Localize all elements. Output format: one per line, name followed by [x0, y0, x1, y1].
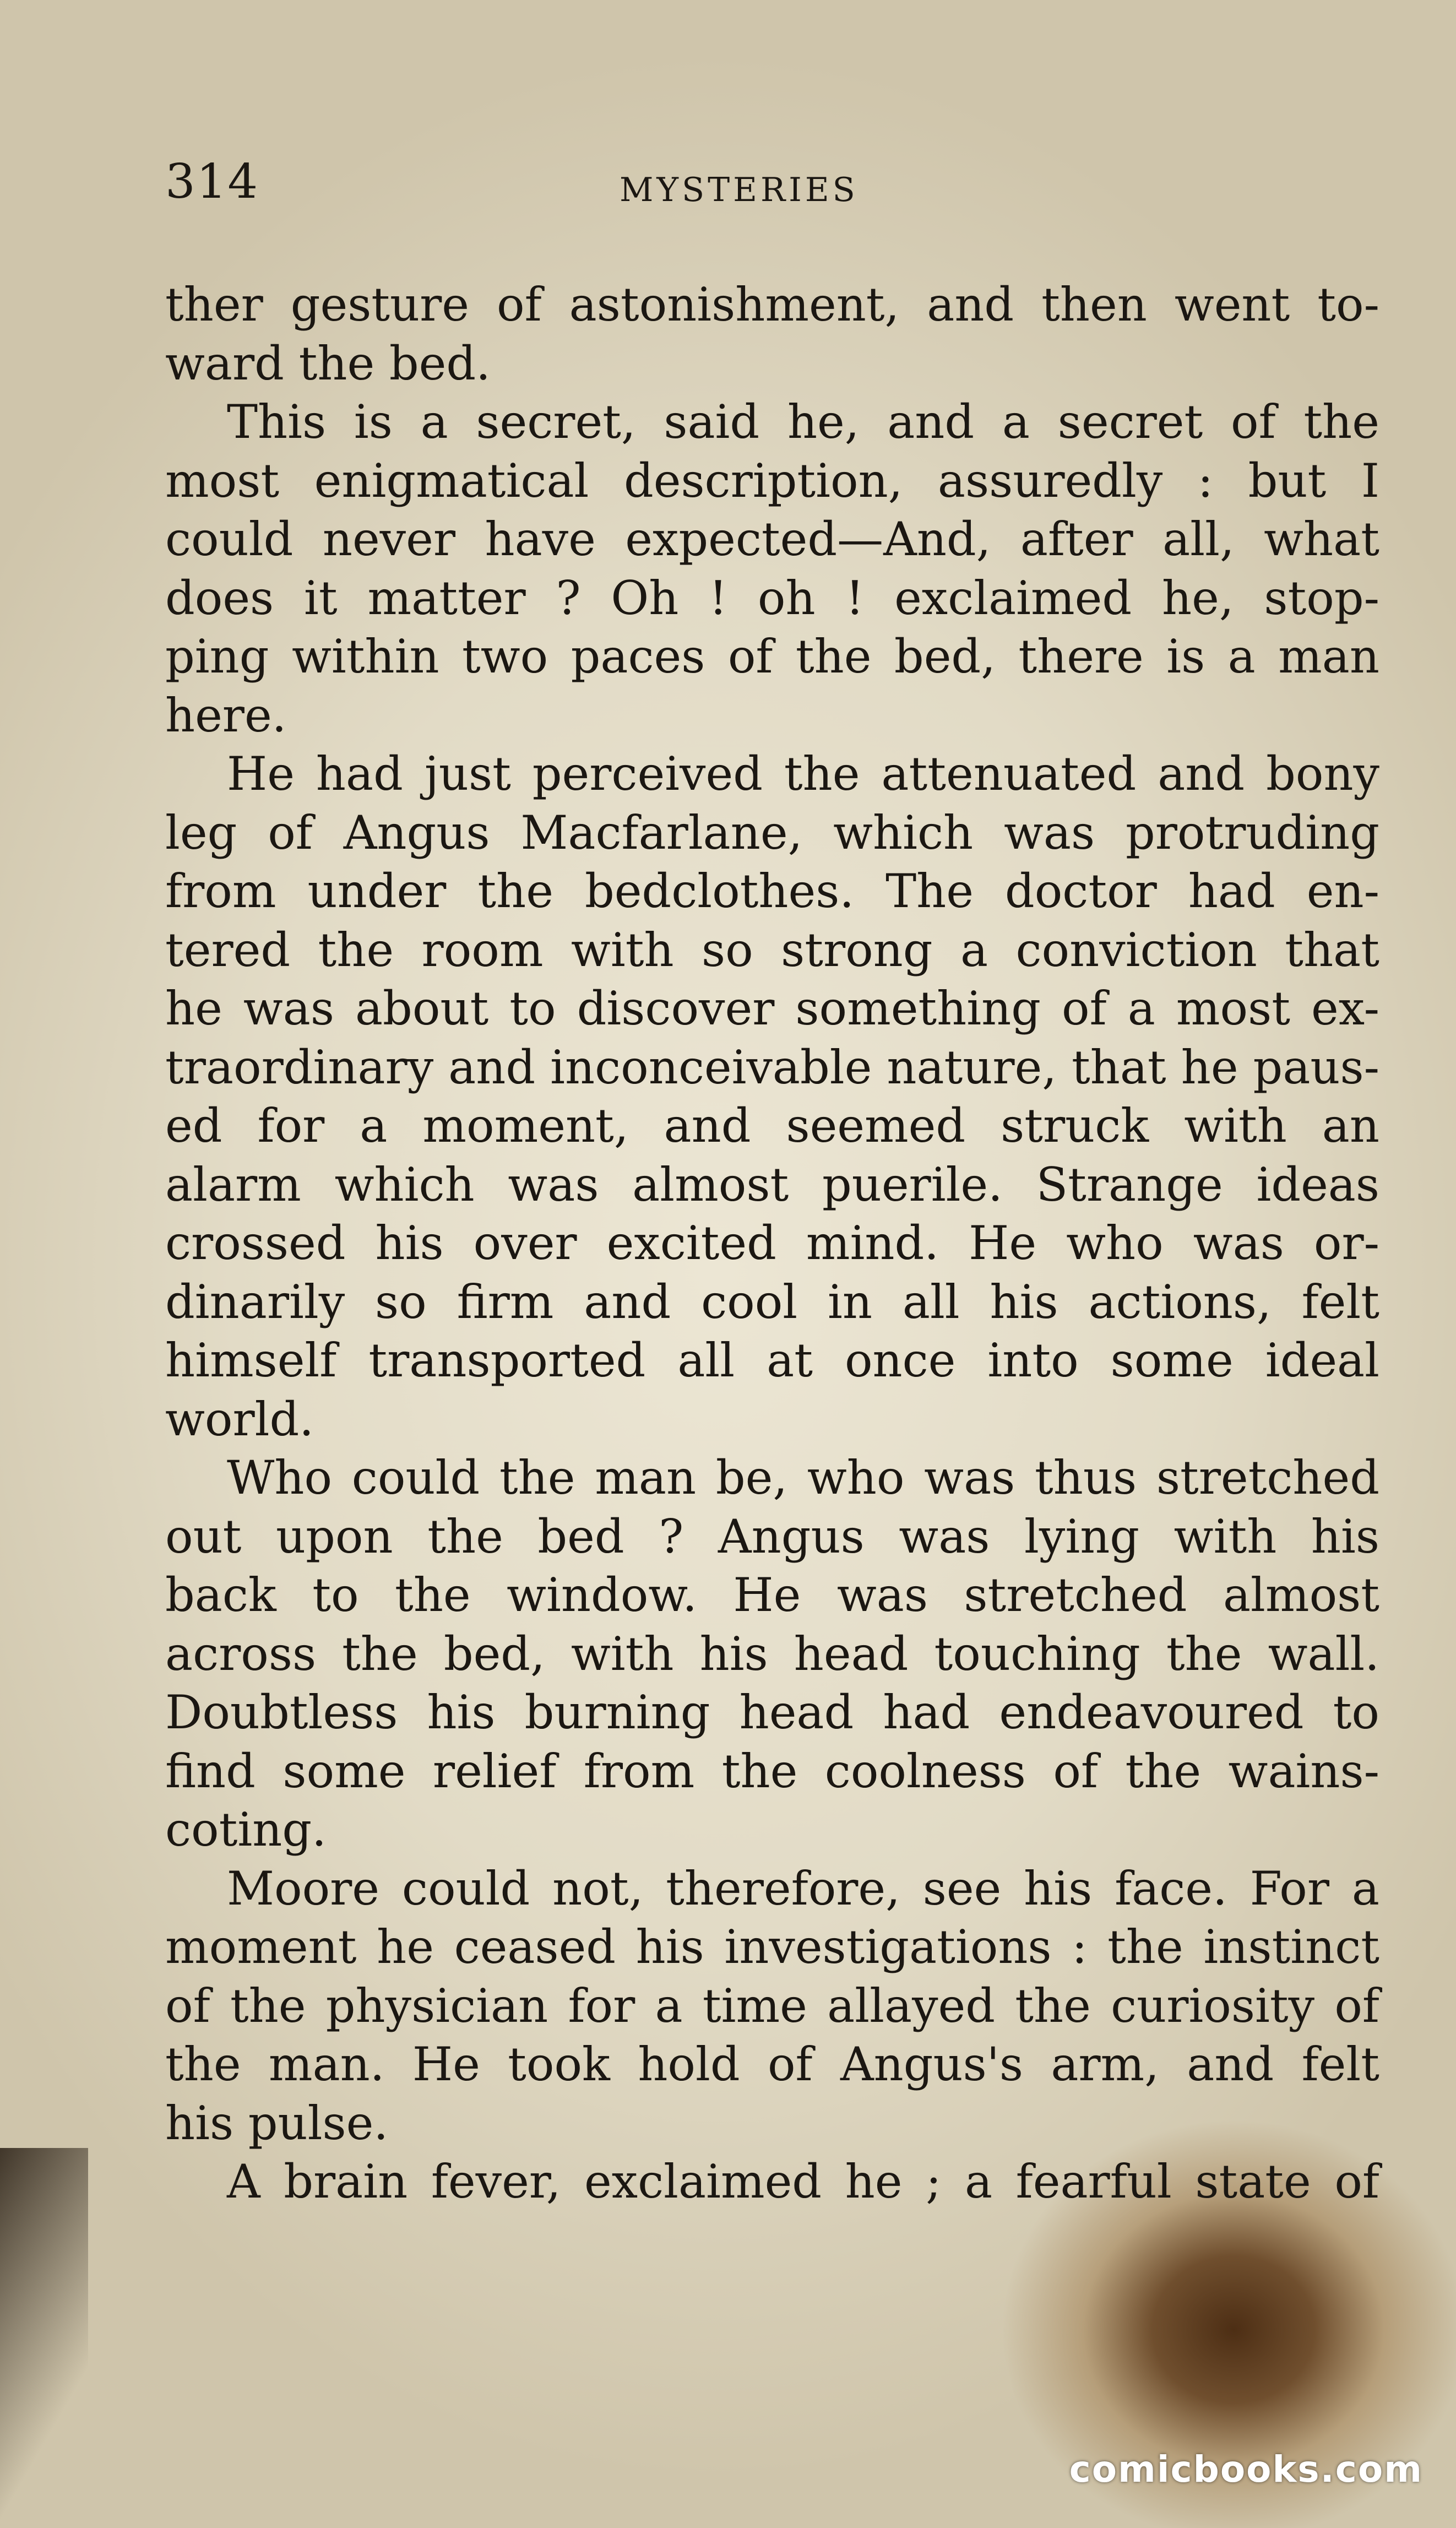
text-line: find some relief from the coolness of the wains- [165, 1744, 1379, 1798]
text-line: himself transported all at once into some ideal [165, 1333, 1379, 1387]
text-line: does it matter ? Oh ! oh ! exclaimed he, stop- [165, 571, 1379, 625]
text-line: across the bed, with his head touching the wall. [165, 1626, 1379, 1681]
text-line: A brain fever, exclaimed he ; a fearful state of [227, 2155, 1379, 2209]
text-line: He had just perceived the attenuated and bony [227, 747, 1379, 801]
text-line: here. [165, 688, 287, 742]
text-line: Moore could not, therefore, see his face. For a [227, 1861, 1379, 1916]
text-line: most enigmatical description, assuredly : but I [165, 453, 1379, 508]
text-line: could never have expected—And, after all, what [165, 512, 1379, 566]
text-line: world. [165, 1392, 314, 1446]
text-line: tered the room with so strong a conviction that [165, 923, 1379, 977]
text-line: out upon the bed ? Angus was lying with his [165, 1509, 1379, 1564]
text-line: of the physician for a time allayed the curiosity of [165, 1978, 1379, 2033]
running-head [165, 138, 1377, 215]
text-line: Who could the man be, who was thus stretched [227, 1451, 1379, 1505]
text-line: Doubtless his burning head had endeavoured to [165, 1685, 1379, 1739]
text-line: from under the bedclothes. The doctor had en- [165, 864, 1379, 918]
text-line: dinarily so firm and cool in all his actions, felt [165, 1274, 1379, 1329]
text-line: moment he ceased his investigations : the instinct [165, 1920, 1379, 1974]
body-text [165, 275, 1379, 2211]
text-line: ther gesture of astonishment, and then went to- [165, 278, 1379, 332]
text-line: crossed his over excited mind. He who was or- [165, 1216, 1379, 1270]
text-line: he was about to discover something of a most ex- [165, 981, 1379, 1035]
watermark-logo: comicbooks.com [1069, 2448, 1423, 2491]
running-title: MYSTERIES [620, 171, 859, 209]
text-line: leg of Angus Macfarlane, which was protruding [165, 805, 1379, 860]
page-edge-shadow [0, 2148, 88, 2528]
text-line: back to the window. He was stretched almost [165, 1568, 1379, 1622]
text-line: his pulse. [165, 2096, 389, 2150]
text-line: ping within two paces of the bed, there is a man [165, 630, 1379, 683]
text-line: This is a secret, said he, and a secret of the [227, 395, 1379, 449]
text-line: ward the bed. [165, 336, 491, 390]
text-line: coting. [165, 1803, 327, 1857]
text-line: alarm which was almost puerile. Strange ideas [165, 1157, 1379, 1212]
text-line: traordinary and inconceivable nature, that he paus- [165, 1040, 1379, 1094]
text-line: the man. He took hold of Angus's arm, and felt [165, 2037, 1379, 2091]
page-number: 314 [165, 154, 259, 209]
text-line: ed for a moment, and seemed struck with an [165, 1099, 1379, 1153]
